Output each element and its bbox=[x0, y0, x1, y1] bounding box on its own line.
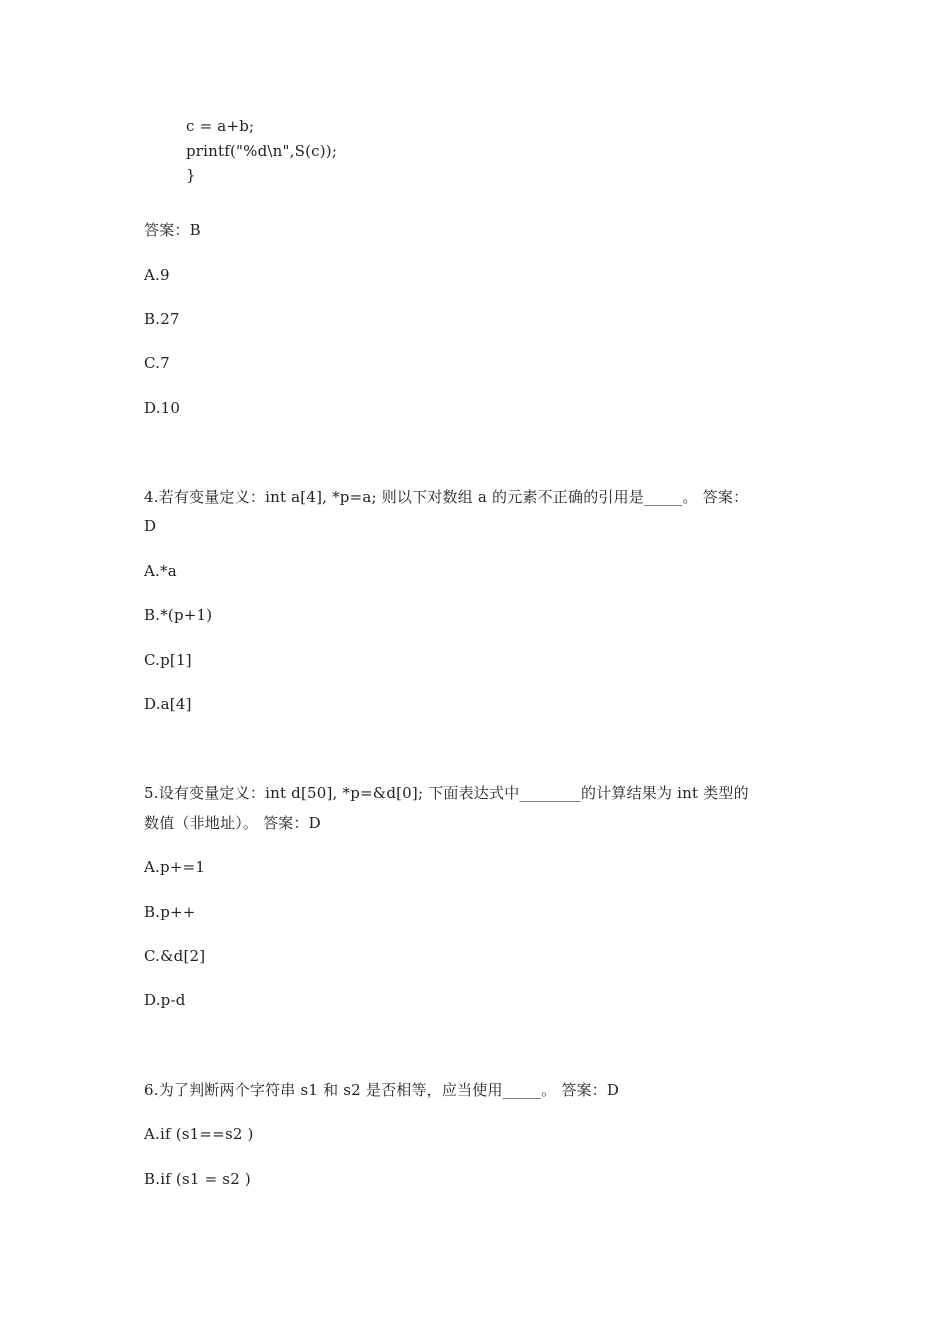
option-d: D.p-d bbox=[144, 991, 186, 1009]
option-b: B.p++ bbox=[144, 903, 196, 921]
code-line: printf("%d\n",S(c)); bbox=[186, 142, 338, 160]
question-6-text: 6.为了判断两个字符串 s1 和 s2 是否相等，应当使用_____。 答案：D bbox=[144, 1081, 620, 1099]
question-5-text-cont: 数值（非地址）。 答案：D bbox=[144, 814, 321, 832]
question-4-text: 4.若有变量定义：int a[4], *p=a; 则以下对数组 a 的元素不正确的引用是_____。 答案： bbox=[144, 488, 749, 506]
option-a: A.if (s1==s2 ) bbox=[144, 1125, 254, 1143]
question-4-text-cont: D bbox=[144, 517, 157, 535]
option-c: C.p[1] bbox=[144, 651, 192, 669]
code-line: c = a+b; bbox=[186, 117, 255, 135]
option-b: B.27 bbox=[144, 310, 180, 328]
option-c: C.&d[2] bbox=[144, 947, 206, 965]
option-b: B.if (s1 = s2 ) bbox=[144, 1170, 251, 1188]
answer-label: 答案：B bbox=[144, 221, 201, 239]
option-d: D.10 bbox=[144, 399, 181, 417]
option-a: A.9 bbox=[144, 266, 170, 284]
option-a: A.p+=1 bbox=[144, 858, 206, 876]
code-line: } bbox=[186, 166, 196, 184]
option-c: C.7 bbox=[144, 354, 170, 372]
option-a: A.*a bbox=[144, 562, 177, 580]
option-d: D.a[4] bbox=[144, 695, 192, 713]
question-5-text: 5.设有变量定义：int d[50], *p=&d[0]; 下面表达式中________的计算结果为 int 类型的 bbox=[144, 784, 749, 802]
option-b: B.*(p+1) bbox=[144, 606, 213, 624]
